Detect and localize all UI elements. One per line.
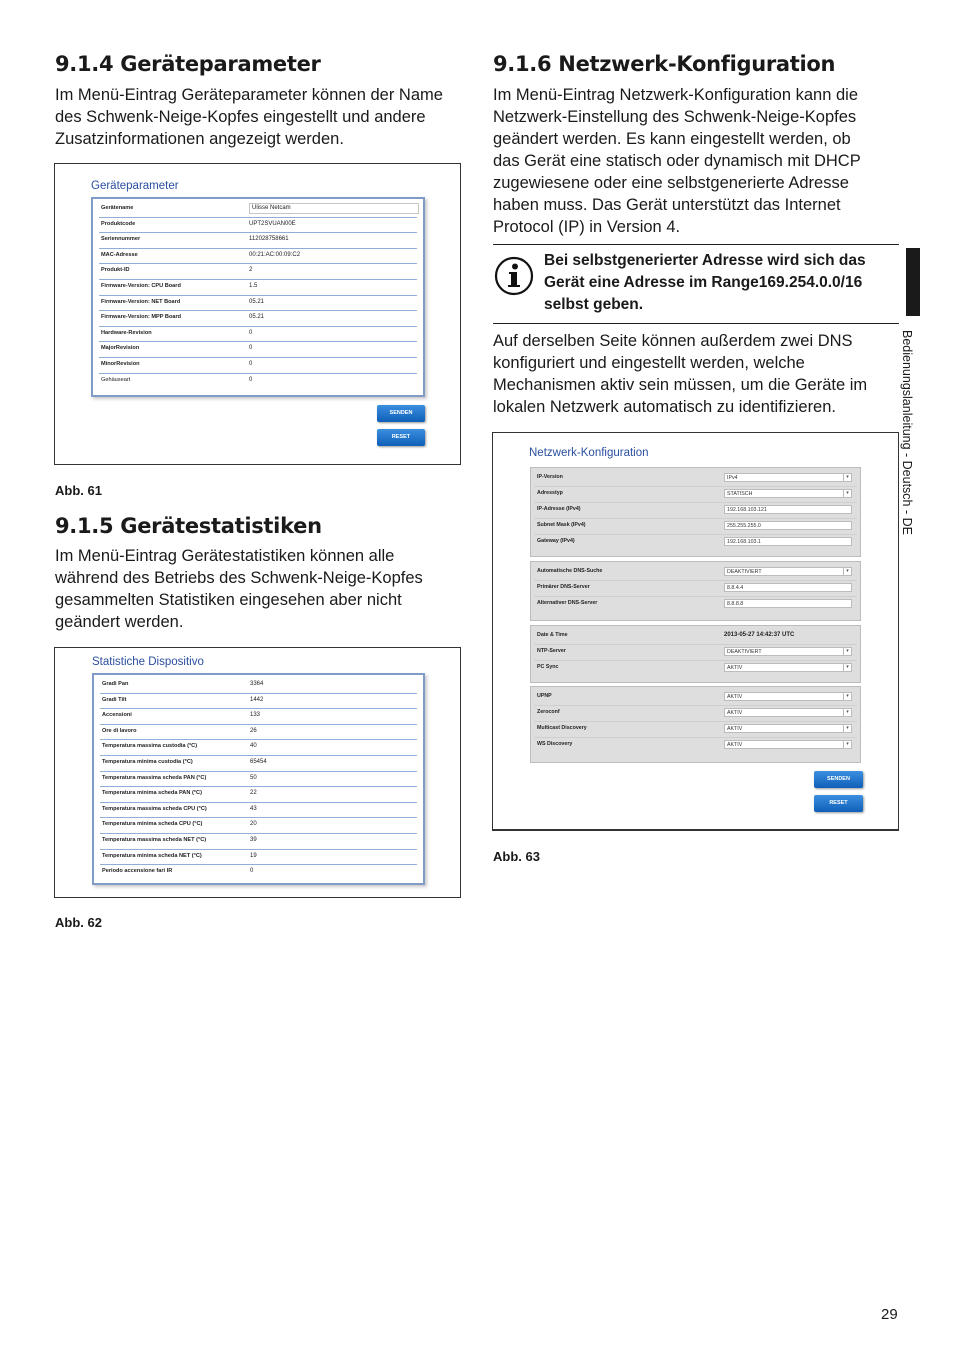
select-value: AKTIV bbox=[727, 726, 743, 732]
row-label: Temperatura massima scheda PAN (°C) bbox=[102, 774, 207, 781]
send-button[interactable]: SENDEN bbox=[814, 771, 863, 788]
select-value: IPv4 bbox=[727, 475, 738, 481]
table-row bbox=[100, 834, 417, 850]
row-value: 50 bbox=[250, 774, 257, 781]
side-tab-bar bbox=[906, 248, 920, 316]
figure-63 bbox=[492, 432, 899, 831]
subnet-mask-input[interactable]: 255.255.255.0 bbox=[724, 521, 852, 530]
field-label: Gateway (IPv4) bbox=[537, 538, 575, 544]
form-row bbox=[534, 487, 857, 503]
table-row bbox=[100, 787, 417, 803]
row-label: Temperatura minima scheda CPU (°C) bbox=[102, 821, 203, 828]
form-row bbox=[534, 503, 857, 519]
field-label: Date & Time bbox=[537, 632, 568, 638]
row-value: 40 bbox=[250, 743, 257, 750]
table-row bbox=[100, 740, 417, 756]
row-label: Temperatura minima custodia (°C) bbox=[102, 759, 193, 765]
zeroconf-select[interactable] bbox=[724, 708, 852, 717]
figure-61-caption: Abb. 61 bbox=[55, 483, 102, 498]
row-label: Temperatura massima scheda NET (°C) bbox=[102, 837, 207, 843]
form-row bbox=[534, 581, 857, 597]
row-value: 0 bbox=[250, 868, 254, 875]
row-label: Hardware-Revision bbox=[101, 329, 152, 336]
primary-dns-input[interactable]: 8.8.4.4 bbox=[724, 583, 852, 592]
para-line: haben muss. Das Gerät unterstützt das Internet bbox=[493, 196, 841, 214]
gateway-input[interactable]: 192.168.103.1 bbox=[724, 537, 852, 546]
table-row bbox=[99, 342, 417, 358]
row-label: Gehäuseart bbox=[101, 376, 131, 383]
table-row bbox=[100, 865, 417, 881]
row-label: Produktcode bbox=[101, 220, 136, 227]
field-label: IP-Version bbox=[537, 474, 563, 480]
form-row bbox=[534, 738, 857, 754]
table-row bbox=[100, 818, 417, 834]
time-settings-group bbox=[530, 625, 861, 683]
field-label: PC Sync bbox=[537, 664, 559, 670]
row-value: 05.21 bbox=[249, 298, 265, 305]
para-line: geändert werden. bbox=[55, 613, 184, 631]
para-line: Protocol (IP) in Version 4. bbox=[493, 218, 681, 236]
ip-version-select[interactable] bbox=[724, 473, 852, 482]
note-bottom-rule bbox=[493, 323, 899, 324]
table-row bbox=[100, 772, 417, 788]
row-value: 3364 bbox=[250, 681, 264, 687]
device-statistics-table bbox=[92, 673, 425, 885]
ip-address-input[interactable]: 192.168.103.121 bbox=[724, 505, 852, 514]
page-number: 29 bbox=[881, 1306, 898, 1323]
table-row bbox=[100, 678, 417, 694]
para-line: lokalen Netzwerk automatisch zu identifizieren. bbox=[493, 398, 836, 416]
row-label: Seriennummer bbox=[101, 236, 141, 243]
field-label: Zeroconf bbox=[537, 709, 560, 715]
table-row bbox=[99, 374, 417, 390]
date-time-value: 2013-05-27 14:42:37 UTC bbox=[724, 632, 795, 638]
table-row bbox=[99, 358, 417, 374]
row-value: 05.21 bbox=[249, 314, 265, 321]
form-row bbox=[534, 706, 857, 722]
table-row bbox=[99, 202, 417, 218]
row-value: UPT2SVUAN00E bbox=[249, 220, 296, 227]
row-value: 65454 bbox=[250, 759, 267, 765]
field-label: Alternativer DNS-Server bbox=[537, 600, 598, 606]
auto-dns-select[interactable] bbox=[724, 567, 852, 576]
row-label: MAC-Adresse bbox=[101, 251, 138, 258]
row-value: 0 bbox=[249, 361, 253, 367]
para-line: gesammelten Statistiken eingesehen aber nicht bbox=[55, 591, 402, 609]
para-line: Im Menü-Eintrag Netzwerk-Konfiguration kann die bbox=[493, 86, 859, 104]
row-value: 2 bbox=[249, 267, 253, 274]
row-label: Ore di lavoro bbox=[102, 727, 137, 734]
table-row bbox=[99, 249, 417, 265]
upnp-select[interactable] bbox=[724, 692, 852, 701]
form-row bbox=[534, 629, 857, 645]
form-row bbox=[534, 519, 857, 535]
row-value: 0 bbox=[249, 376, 253, 383]
select-value: STATISCH bbox=[727, 491, 753, 497]
row-value: 0 bbox=[249, 345, 253, 352]
table-row bbox=[100, 694, 417, 710]
multicast-discovery-select[interactable] bbox=[724, 724, 852, 733]
row-value: 43 bbox=[250, 805, 257, 812]
address-type-select[interactable] bbox=[724, 489, 852, 498]
para-line: konfiguriert und eingestellt werden, welche bbox=[493, 354, 805, 372]
chevron-down-icon: ▾ bbox=[843, 693, 851, 700]
form-row bbox=[534, 471, 857, 487]
note-line: selbst geben. bbox=[544, 296, 644, 313]
para-line: Mechanismen aktiv sein müssen, um die Geräte im bbox=[493, 376, 868, 394]
table-row bbox=[99, 296, 417, 312]
figure-62 bbox=[54, 647, 461, 898]
note-line: Gerät eine Adresse im Range169.254.0.0/16 bbox=[544, 274, 863, 291]
device-parameter-table bbox=[91, 197, 425, 397]
row-label: MajorRevision bbox=[101, 345, 140, 352]
table-row bbox=[99, 311, 417, 327]
para-line: zugewiesene oder eine selbstgenerierte Adresse bbox=[493, 174, 849, 192]
send-button[interactable]: SENDEN bbox=[377, 405, 425, 422]
ntp-server-select[interactable] bbox=[724, 647, 852, 656]
table-row bbox=[100, 803, 417, 819]
row-value: 133 bbox=[250, 712, 261, 719]
field-label: Primärer DNS-Server bbox=[537, 584, 590, 590]
pc-sync-select[interactable] bbox=[724, 663, 852, 672]
figure-63-title: Netzwerk-Konfiguration bbox=[529, 447, 649, 459]
select-value: AKTIV bbox=[727, 694, 743, 700]
form-row bbox=[534, 565, 857, 581]
field-label: WS Discovery bbox=[537, 741, 573, 747]
row-label: Gerätename bbox=[101, 205, 134, 211]
row-value: 1442 bbox=[250, 696, 264, 703]
reset-button[interactable]: RESET bbox=[377, 429, 425, 446]
para-9-1-6 bbox=[493, 84, 903, 238]
figure-61-title: Geräteparameter bbox=[91, 180, 179, 192]
note-text bbox=[544, 250, 904, 316]
reset-button[interactable]: RESET bbox=[814, 795, 863, 812]
row-value: 19 bbox=[250, 852, 257, 859]
ip-settings-group bbox=[530, 467, 861, 557]
chevron-down-icon: ▾ bbox=[843, 490, 851, 497]
row-value: 00:21:AC:00:09:C2 bbox=[249, 251, 301, 258]
row-value: 112028758661 bbox=[249, 236, 289, 243]
para-line: geändert werden. Es kann eingestellt werden, ob bbox=[493, 130, 851, 148]
row-label: Firmware-Version: CPU Board bbox=[101, 283, 181, 289]
heading-9-1-5: 9.1.5 Gerätestatistiken bbox=[55, 514, 322, 538]
chevron-down-icon: ▾ bbox=[843, 725, 851, 732]
row-value: 26 bbox=[250, 727, 257, 734]
row-label: Firmware-Version: NET Board bbox=[101, 298, 181, 305]
field-label: Subnet Mask (IPv4) bbox=[537, 522, 586, 528]
figure-63-caption: Abb. 63 bbox=[493, 849, 540, 864]
side-tab-label: Bedienungslanleitung - Deutsch - DE bbox=[900, 330, 914, 535]
para-dns bbox=[493, 330, 903, 418]
select-value: AKTIV bbox=[727, 665, 743, 671]
table-row bbox=[99, 327, 417, 343]
row-label: Produkt-ID bbox=[101, 267, 130, 274]
chevron-down-icon: ▾ bbox=[843, 709, 851, 716]
row-label: Accensioni bbox=[102, 712, 132, 719]
para-9-1-4 bbox=[55, 84, 465, 150]
chevron-down-icon: ▾ bbox=[843, 664, 851, 671]
para-line: während des Betriebs des Schwenk-Neige-Kopfes bbox=[55, 569, 423, 587]
row-label: Temperatura minima scheda PAN (°C) bbox=[102, 790, 202, 797]
para-line: das Gerät eine statisch oder dynamisch mit DHCP bbox=[493, 152, 861, 170]
discovery-settings-group bbox=[530, 686, 861, 763]
form-row bbox=[534, 645, 857, 661]
para-line: des Schwenk-Neige-Kopfes eingestellt und andere bbox=[55, 108, 426, 126]
table-row bbox=[99, 280, 417, 296]
row-label: MinorRevision bbox=[101, 361, 140, 367]
table-row bbox=[99, 233, 417, 249]
para-line: Zusatzinformationen angezeigt werden. bbox=[55, 130, 344, 148]
field-label: Adresstyp bbox=[537, 490, 563, 496]
para-line: Im Menü-Eintrag Gerätestatistiken können alle bbox=[55, 547, 395, 565]
field-label: Automatische DNS-Suche bbox=[537, 568, 603, 574]
table-row bbox=[100, 850, 417, 866]
para-line: Im Menü-Eintrag Geräteparameter können der Name bbox=[55, 86, 443, 104]
row-value: 39 bbox=[250, 837, 257, 843]
form-row bbox=[534, 661, 857, 677]
field-label: Multicast Discovery bbox=[537, 725, 587, 731]
table-row bbox=[100, 709, 417, 725]
chevron-down-icon: ▾ bbox=[843, 474, 851, 481]
form-row bbox=[534, 690, 857, 706]
row-label: Temperatura minima scheda NET (°C) bbox=[102, 852, 202, 859]
device-name-input[interactable]: Ulisse Netcam bbox=[249, 203, 419, 214]
form-row bbox=[534, 722, 857, 738]
select-value: AKTIV bbox=[727, 710, 743, 716]
para-line: Netzwerk-Einstellung des Schwenk-Neige-Kopfes bbox=[493, 108, 857, 126]
table-row bbox=[100, 725, 417, 741]
info-icon bbox=[494, 256, 534, 296]
row-label: Gradi Pan bbox=[102, 681, 129, 687]
field-label: UPNP bbox=[537, 693, 552, 699]
select-value: AKTIV bbox=[727, 742, 743, 748]
figure-62-title: Statistiche Dispositivo bbox=[92, 656, 204, 668]
row-value: 20 bbox=[250, 821, 257, 828]
table-row bbox=[99, 264, 417, 280]
note-top-rule bbox=[493, 244, 899, 245]
chevron-down-icon: ▾ bbox=[843, 741, 851, 748]
chevron-down-icon: ▾ bbox=[843, 648, 851, 655]
form-row bbox=[534, 535, 857, 551]
select-value: DEAKTIVIERT bbox=[727, 569, 762, 575]
dns-settings-group bbox=[530, 561, 861, 621]
ws-discovery-select[interactable] bbox=[724, 740, 852, 749]
table-row bbox=[99, 218, 417, 234]
select-value: DEAKTIVIERT bbox=[727, 649, 762, 655]
figure-61 bbox=[54, 163, 461, 465]
table-row bbox=[100, 756, 417, 772]
row-label: Periodo accensione fari IR bbox=[102, 868, 173, 875]
row-label: Temperatura massima custodia (°C) bbox=[102, 743, 198, 750]
heading-9-1-6: 9.1.6 Netzwerk-Konfiguration bbox=[493, 52, 836, 76]
row-value: 22 bbox=[250, 790, 257, 797]
row-label: Firmware-Version: MPP Board bbox=[101, 314, 182, 321]
row-value: 1.5 bbox=[249, 283, 258, 289]
heading-9-1-4: 9.1.4 Geräteparameter bbox=[55, 52, 321, 76]
para-line: Auf derselben Seite können außerdem zwei DNS bbox=[493, 332, 853, 350]
row-value: 0 bbox=[249, 329, 253, 336]
para-9-1-5 bbox=[55, 545, 465, 633]
field-label: IP-Adresse (IPv4) bbox=[537, 506, 581, 512]
row-label: Temperatura massima scheda CPU (°C) bbox=[102, 805, 207, 812]
note-line: Bei selbstgenerierter Adresse wird sich das bbox=[544, 252, 866, 269]
form-row bbox=[534, 597, 857, 613]
figure-62-caption: Abb. 62 bbox=[55, 915, 102, 930]
chevron-down-icon: ▾ bbox=[843, 568, 851, 575]
row-label: Gradi Tilt bbox=[102, 696, 127, 703]
field-label: NTP-Server bbox=[537, 648, 566, 654]
alternative-dns-input[interactable]: 8.8.8.8 bbox=[724, 599, 852, 608]
